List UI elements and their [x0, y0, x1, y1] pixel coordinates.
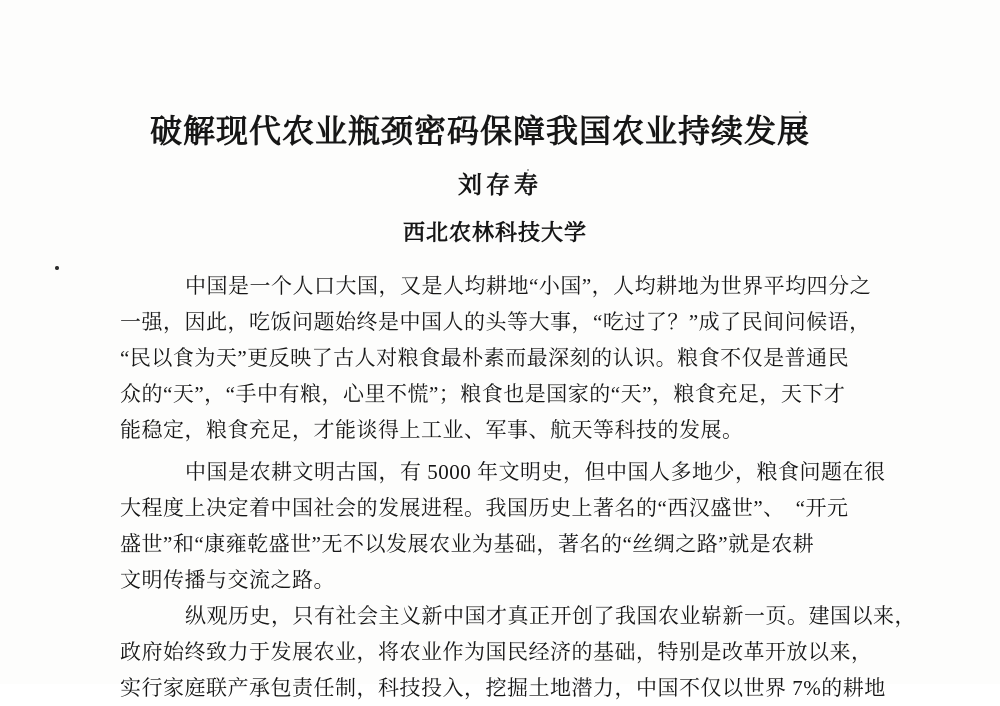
document-body — [120, 268, 916, 706]
body-line: 大程度上决定着中国社会的发展进程。我国历史上著名的“西汉盛世”、 “开元 — [120, 496, 849, 520]
paragraph — [120, 268, 890, 448]
body-line: 一强，因此，吃饭问题始终是中国人的头等大事，“吃过了？”成了民间问候语， — [120, 310, 871, 334]
body-line: 盛世”和“康雍乾盛世”无不以发展农业为基础，著名的“丝绸之路”就是农耕 — [120, 532, 815, 556]
body-line: 政府始终致力于发展农业，将农业作为国民经济的基础，特别是改革开放以来， — [120, 640, 873, 664]
body-line: 中国是一个人口大国，又是人均耕地“小国”，人均耕地为世界平均四分之 — [185, 274, 872, 298]
body-line: 众的“天”，“手中有粮，心里不慌”；粮食也是国家的“天”，粮食充足，天下才 — [120, 382, 846, 406]
body-line: 能稳定，粮食充足，才能谈得上工业、军事、航天等科技的发展。 — [120, 418, 744, 442]
body-line: 中国是农耕文明古国，有 5000 年文明史，但中国人多地少，粮食问题在很 — [185, 460, 886, 484]
body-line: 文明传播与交流之路。 — [120, 568, 335, 592]
scan-speck — [55, 266, 59, 270]
paragraph — [120, 598, 916, 706]
scan-speck — [799, 111, 801, 113]
document-title: 破解现代农业瓶颈密码保障我国农业持续发展 — [149, 113, 810, 149]
body-line: “民以食为天”更反映了古人对粮食最朴素而最深刻的认识。粮食不仅是普通民 — [120, 346, 850, 370]
document-author: 刘存寿 — [458, 173, 542, 199]
scan-speck — [527, 169, 529, 171]
body-line: 实行家庭联产承包责任制，科技投入，挖掘土地潜力，中国不仅以世界 7%的耕地 — [120, 676, 886, 700]
paragraph — [120, 454, 890, 598]
document-affiliation: 西北农林科技大学 — [402, 220, 587, 245]
body-line: 纵观历史，只有社会主义新中国才真正开创了我国农业崭新一页。建国以来， — [185, 604, 916, 628]
